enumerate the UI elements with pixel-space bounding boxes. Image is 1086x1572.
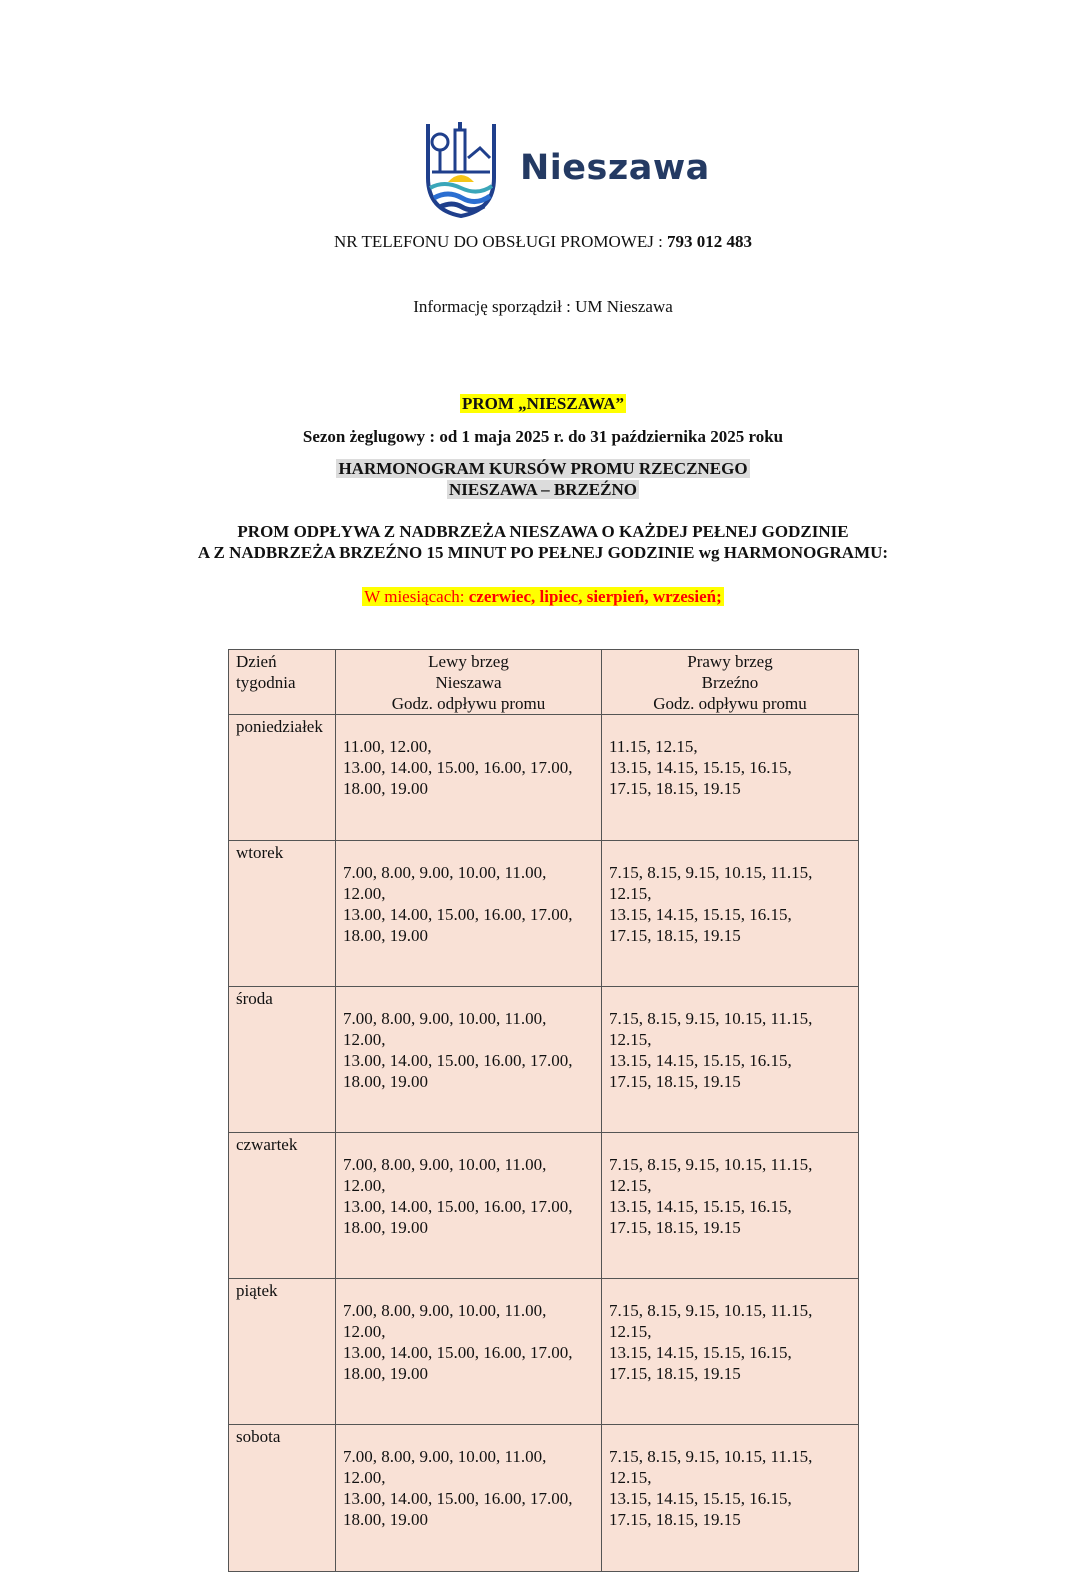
- author-line: Informację sporządził : UM Nieszawa: [413, 297, 673, 316]
- day-cell: środa: [229, 987, 336, 1133]
- table-header-row: [229, 650, 859, 715]
- months-list: czerwiec, lipiec, sierpień, wrzesień;: [468, 587, 722, 606]
- left-times-cell: 7.00, 8.00, 9.00, 10.00, 11.00, 12.00, 13.00, 14.00, 15.00, 16.00, 17.00, 18.00, 19.00: [336, 1279, 602, 1425]
- phone-label: NR TELEFONU DO OBSŁUGI PROMOWEJ :: [333, 232, 668, 251]
- header-right-bank: Prawy brzeg Brzeźno Godz. odpływu promu: [602, 650, 859, 715]
- ferry-schedule-table: [228, 649, 859, 1572]
- nieszawa-logo: [396, 108, 710, 218]
- left-times-cell: 7.00, 8.00, 9.00, 10.00, 11.00, 12.00, 13.00, 14.00, 15.00, 16.00, 17.00, 18.00, 19.00: [336, 841, 602, 987]
- right-times-cell: 7.15, 8.15, 9.15, 10.15, 11.15, 12.15, 13.15, 14.15, 15.15, 16.15, 17.15, 18.15, 19.15: [602, 1425, 859, 1572]
- ferry-name-line: [0, 393, 1086, 414]
- table-row: [229, 1425, 859, 1572]
- schedule-title-line-1: [0, 458, 1086, 479]
- day-cell: piątek: [229, 1279, 336, 1425]
- day-cell: wtorek: [229, 841, 336, 987]
- departure-info-line-1: PROM ODPŁYWA Z NADBRZEŻA NIESZAWA O KAŻDEJ PEŁNEJ GODZINIE: [237, 522, 849, 541]
- months-line: [0, 586, 1086, 607]
- table-row: [229, 715, 859, 841]
- table-row: [229, 987, 859, 1133]
- table-row: [229, 841, 859, 987]
- header-day: Dzień tygodnia: [229, 650, 336, 715]
- departure-info-line-2: A Z NADBRZEŻA BRZEŹNO 15 MINUT PO PEŁNEJ GODZINIE wg HARMONOGRAMU:: [197, 543, 889, 562]
- phone-line: [0, 231, 1086, 252]
- right-times-cell: 7.15, 8.15, 9.15, 10.15, 11.15, 12.15, 13.15, 14.15, 15.15, 16.15, 17.15, 18.15, 19.15: [602, 987, 859, 1133]
- table-row: [229, 1279, 859, 1425]
- town-crest-icon: [422, 118, 500, 218]
- schedule-title-1: HARMONOGRAM KURSÓW PROMU RZECZNEGO: [338, 459, 748, 478]
- months-label: W miesiącach:: [364, 587, 469, 606]
- right-times-cell: 7.15, 8.15, 9.15, 10.15, 11.15, 12.15, 13.15, 14.15, 15.15, 16.15, 17.15, 18.15, 19.15: [602, 1279, 859, 1425]
- day-cell: sobota: [229, 1425, 336, 1572]
- left-times-cell: 11.00, 12.00, 13.00, 14.00, 15.00, 16.00, 17.00, 18.00, 19.00: [336, 715, 602, 841]
- schedule-title-2: NIESZAWA – BRZEŹNO: [448, 480, 637, 499]
- left-times-cell: 7.00, 8.00, 9.00, 10.00, 11.00, 12.00, 13.00, 14.00, 15.00, 16.00, 17.00, 18.00, 19.00: [336, 1133, 602, 1279]
- table-row: [229, 1133, 859, 1279]
- header-left-bank: Lewy brzeg Nieszawa Godz. odpływu promu: [336, 650, 602, 715]
- right-times-cell: 11.15, 12.15, 13.15, 14.15, 15.15, 16.15, 17.15, 18.15, 19.15: [602, 715, 859, 841]
- logo-wordmark: Nieszawa: [520, 148, 710, 188]
- day-cell: czwartek: [229, 1133, 336, 1279]
- ferry-name: PROM „NIESZAWA”: [462, 394, 624, 413]
- day-cell: poniedziałek: [229, 715, 336, 841]
- schedule-title-line-2: [0, 479, 1086, 500]
- season-line: Sezon żeglugowy : od 1 maja 2025 r. do 31 października 2025 roku: [302, 427, 784, 446]
- phone-number: 793 012 483: [667, 232, 753, 251]
- left-times-cell: 7.00, 8.00, 9.00, 10.00, 11.00, 12.00, 13.00, 14.00, 15.00, 16.00, 17.00, 18.00, 19.00: [336, 987, 602, 1133]
- right-times-cell: 7.15, 8.15, 9.15, 10.15, 11.15, 12.15, 13.15, 14.15, 15.15, 16.15, 17.15, 18.15, 19.15: [602, 1133, 859, 1279]
- left-times-cell: 7.00, 8.00, 9.00, 10.00, 11.00, 12.00, 13.00, 14.00, 15.00, 16.00, 17.00, 18.00, 19.00: [336, 1425, 602, 1572]
- right-times-cell: 7.15, 8.15, 9.15, 10.15, 11.15, 12.15, 13.15, 14.15, 15.15, 16.15, 17.15, 18.15, 19.15: [602, 841, 859, 987]
